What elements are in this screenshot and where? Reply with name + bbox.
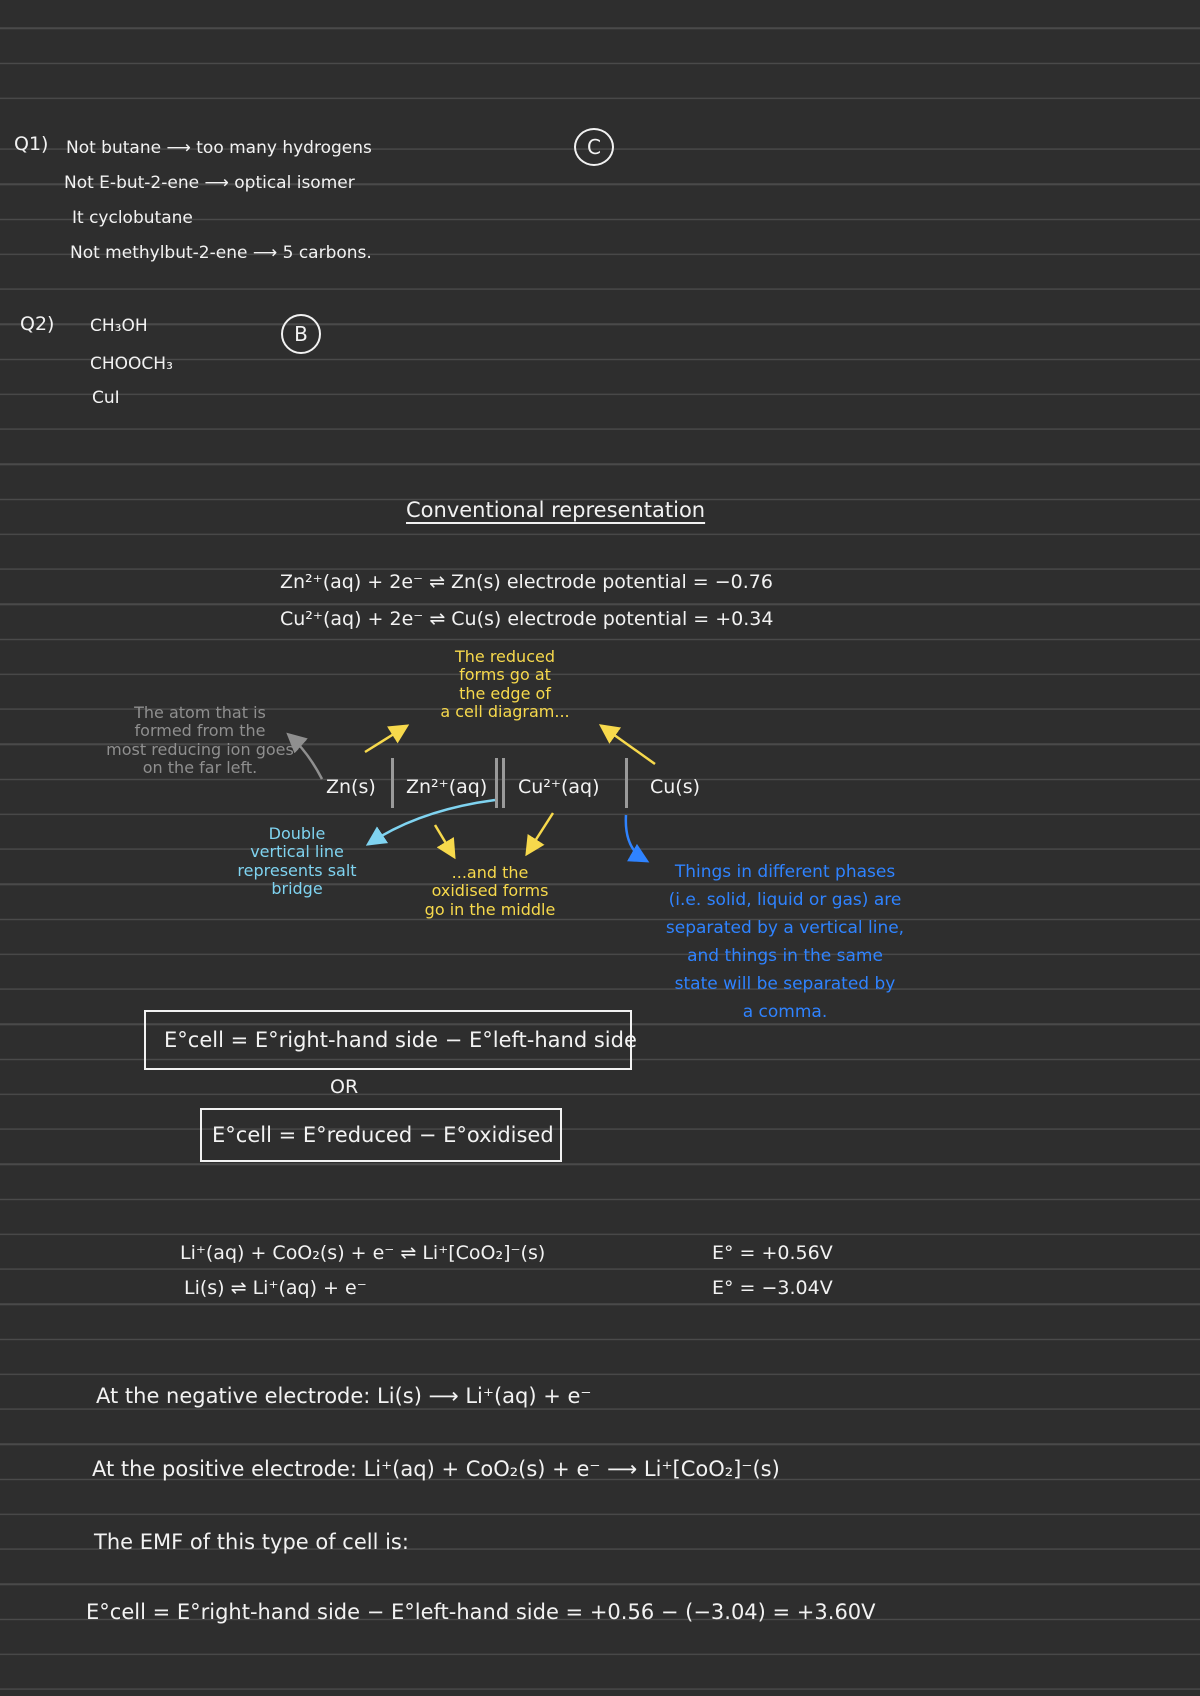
formula-reduced-oxidised: E°cell = E°reduced − E°oxidised [212, 1123, 554, 1147]
note-oxidised-forms: ...and the oxidised forms go in the middle [424, 863, 556, 919]
q2-line-2: CHOOCH₃ [90, 354, 173, 374]
arrow-phases [626, 815, 645, 860]
cell-part-cu-solid: Cu(s) [650, 776, 701, 798]
formula-box-reduced-oxidised [200, 1108, 562, 1162]
q2-label: Q2) [20, 313, 55, 335]
arrow-salt-bridge [370, 800, 495, 843]
arrow-oxidised-left [435, 825, 453, 855]
q2-line-3: CuI [92, 388, 120, 408]
half-equation-copper: Cu²⁺(aq) + 2e⁻ ⇌ Cu(s) electrode potential = +0.34 [280, 608, 774, 630]
note-reduced-forms: The reduced forms go at the edge of a cell diagram... [440, 647, 570, 722]
half-equation-zinc: Zn²⁺(aq) + 2e⁻ ⇌ Zn(s) electrode potential = −0.76 [280, 571, 773, 593]
q1-line-4: Not methylbut-2-ene ⟶ 5 carbons. [70, 243, 372, 263]
note-phases: Things in different phases (i.e. solid, liquid or gas) are separated by a vertical line, and things in the same state will be separated by a comma. [665, 862, 905, 1023]
q1-line-3: It cyclobutane [72, 208, 193, 228]
q1-line-2: Not E-but-2-ene ⟶ optical isomer [64, 173, 355, 193]
cell-part-zn-solid: Zn(s) [326, 776, 376, 798]
li-potential-1: E° = +0.56V [712, 1242, 833, 1264]
li-equation-1: Li⁺(aq) + CoO₂(s) + e⁻ ⇌ Li⁺[CoO₂]⁻(s) [180, 1242, 546, 1264]
q1-label: Q1) [14, 133, 49, 155]
li-potential-2: E° = −3.04V [712, 1277, 833, 1299]
formula-right-left: E°cell = E°right-hand side − E°left-hand side [164, 1028, 637, 1052]
emf-intro: The EMF of this type of cell is: [94, 1530, 409, 1554]
note-atom-far-left: The atom that is formed from the most reducing ion goes on the far left. [106, 703, 294, 778]
formula-box-right-left [144, 1010, 637, 1070]
li-equation-2: Li(s) ⇌ Li⁺(aq) + e⁻ [184, 1277, 367, 1299]
note-double-line: Double vertical line represents salt bridge [237, 824, 357, 899]
or-label: OR [330, 1076, 359, 1098]
arrow-reduced-left [365, 727, 405, 752]
negative-electrode: At the negative electrode: Li(s) ⟶ Li⁺(aq) + e⁻ [96, 1384, 592, 1408]
cell-part-zn-ion: Zn²⁺(aq) [406, 776, 488, 798]
arrow-atom-left [290, 736, 322, 779]
q2-line-1: CH₃OH [90, 316, 148, 336]
arrow-oxidised-right [528, 813, 553, 852]
q2-answer: B [294, 322, 308, 346]
arrow-reduced-right [603, 727, 655, 764]
cell-part-cu-ion: Cu²⁺(aq) [518, 776, 600, 798]
q1-line-1: Not butane ⟶ too many hydrogens [66, 138, 372, 158]
q1-answer: C [587, 135, 601, 159]
section-title: Conventional representation [406, 498, 706, 522]
emf-calculation: E°cell = E°right-hand side − E°left-hand side = +0.56 − (−3.04) = +3.60V [86, 1600, 876, 1624]
positive-electrode: At the positive electrode: Li⁺(aq) + CoO₂(s) + e⁻ ⟶ Li⁺[CoO₂]⁻(s) [92, 1457, 780, 1481]
